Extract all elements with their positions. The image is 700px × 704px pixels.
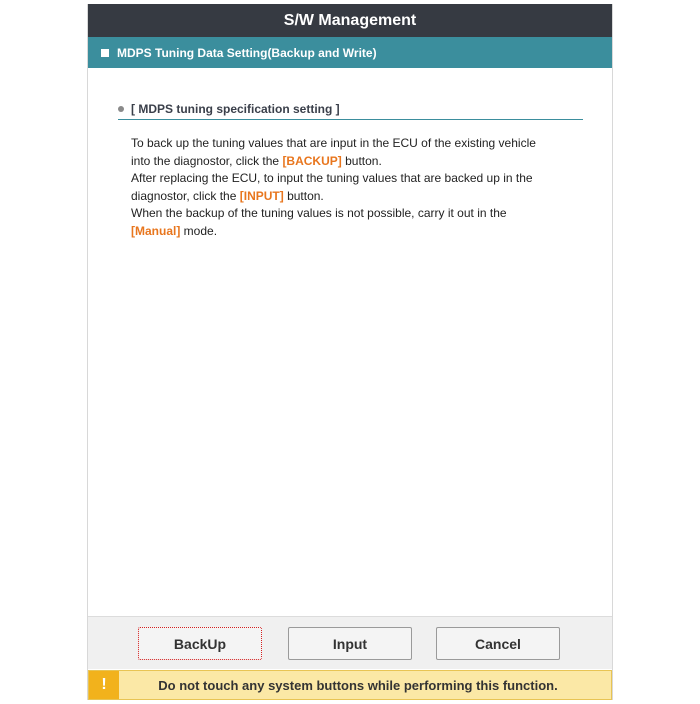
warning-icon: !	[89, 671, 119, 699]
cancel-button[interactable]: Cancel	[436, 627, 560, 660]
backup-button[interactable]: BackUp	[138, 627, 262, 660]
instruction-line: [Manual] mode.	[131, 223, 218, 238]
instruction-line: After replacing the ECU, to input the tuning values that are backed up in the	[131, 171, 533, 185]
warning-text: Do not touch any system buttons while performing this function.	[158, 677, 558, 693]
window-title-text: S/W Management	[283, 11, 417, 29]
instruction-line: into the diagnostor, click the [BACKUP] button.	[131, 153, 382, 168]
instruction-line: To back up the tuning values that are input in the ECU of the existing vehicle	[131, 136, 536, 150]
app-window	[87, 4, 613, 700]
window-title	[88, 4, 612, 37]
instructions-text	[131, 135, 591, 240]
backup-keyword: [BACKUP]	[282, 153, 342, 168]
button-bar	[88, 616, 612, 669]
square-icon	[101, 49, 109, 57]
subheader-bar	[88, 37, 612, 68]
bullet-icon	[118, 106, 124, 112]
section-title: [ MDPS tuning specification setting ]	[131, 102, 340, 116]
instruction-line: diagnostor, click the [INPUT] button.	[131, 188, 324, 203]
input-button[interactable]: Input	[288, 627, 412, 660]
subheader-title: MDPS Tuning Data Setting(Backup and Write)	[117, 45, 377, 60]
manual-keyword: [Manual]	[131, 223, 181, 238]
warning-bar	[88, 670, 612, 700]
section-header	[118, 99, 583, 120]
instruction-line: When the backup of the tuning values is not possible, carry it out in the	[131, 206, 507, 220]
input-keyword: [INPUT]	[239, 188, 284, 203]
